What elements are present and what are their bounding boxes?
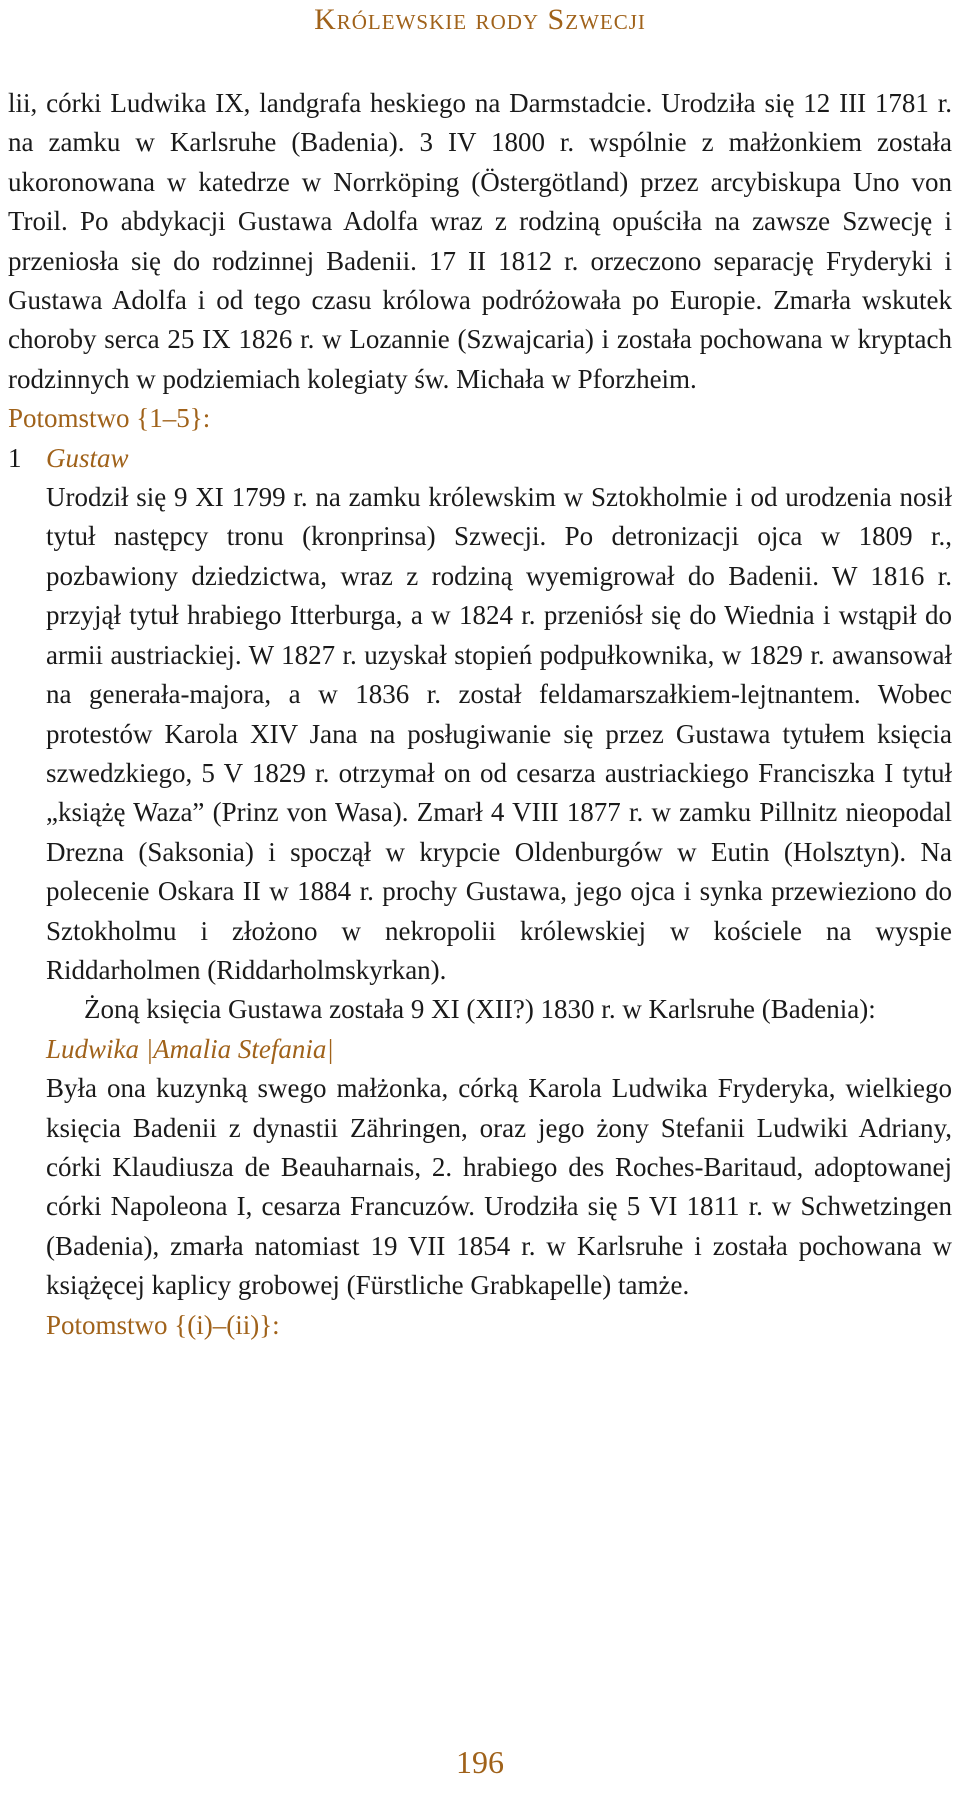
page-body [8, 84, 952, 1345]
spouse-intro: Żoną księcia Gustawa została 9 XI (XII?) 1830 r. w Karlsruhe (Badenia): [84, 994, 876, 1025]
offspring-heading-secondary: Potomstwo {(i)–(ii)}: [46, 1309, 280, 1340]
child-number: 1 [8, 442, 22, 473]
page-number: 196 [456, 1744, 504, 1780]
offspring-heading: Potomstwo {1–5}: [8, 403, 211, 434]
spouse-biography: Była ona kuzynką swego małżonka, córką Karola Ludwika Fryderyka, wielkiego księcia Badenii z dynastii Zähringen, oraz jego żony Stefanii Ludwiki Adriany, córki Klaudiusza de Beauharnais, 2. hrabiego des Roches-Baritaud, adoptowanej córki Napoleona I, cesarza Francuzów. Urodziła się 5 VI 1811 r. w Schwetzingen (Badenia), zmarła natomiast 19 VII 1854 r. w Karlsruhe i została pochowana w książęcej kaplicy grobowej (Fürstliche Grabkapelle) tamże. [46, 1073, 952, 1301]
child-entry [8, 439, 952, 1345]
child-name-line [8, 439, 952, 478]
child-name: Gustaw [46, 442, 129, 473]
paragraph-continuation: lii, córki Ludwika IX, landgrafa heskiego na Darmstadcie. Urodziła się 12 III 1781 r. na zamku w Karlsruhe (Badenia). 3 IV 1800 r. wspólnie z małżonkiem została ukoronowana w katedrze w Norrköping (Östergötland) przez arcybiskupa Uno von Troil. Po abdykacji Gustawa Adolfa wraz z rodziną opuściła na zawsze Szwecję i przeniosła się do rodzinnej Badenii. 17 II 1812 r. orzeczono separację Fryderyki i Gustawa Adolfa i od tego czasu królowa podróżowała po Europie. Zmarła wskutek choroby serca 25 IX 1826 r. w Lozannie (Szwajcaria) i została pochowana w kryptach rodzinnych w podziemiach kolegiaty św. Michała w Pforzheim. [8, 88, 952, 394]
running-title: Królewskie rody Szwecji [314, 3, 646, 36]
spouse-name: Ludwika |Amalia Stefania| [46, 1033, 334, 1064]
child-biography: Urodził się 9 XI 1799 r. na zamku królewskim w Sztokholmie i od urodzenia nosił tytuł następcy tronu (kronprinsa) Szwecji. Po detronizacji ojca w 1809 r., pozbawiony dziedzictwa, wraz z rodziną wyemigrował do Badenii. W 1816 r. przyjął tytuł hrabiego Itterburga, a w 1824 r. przeniósł się do Wiednia i wstąpił do armii austriackiej. W 1827 r. uzyskał stopień podpułkownika, w 1829 r. awansował na generała-majora, a w 1836 r. został feldamarszałkiem-lejtnantem. Wobec protestów Karola XIV Jana na posługiwanie się przez Gustawa tytułem księcia szwedzkiego, 5 V 1829 r. otrzymał on od cesarza austriackiego Franciszka I tytuł „książę Waza” (Prinz von Wasa). Zmarł 4 VIII 1877 r. w zamku Pillnitz nieopodal Drezna (Saksonia) i spoczął w krypcie Oldenburgów w Eutin (Holsztyn). Na polecenie Oskara II w 1884 r. prochy Gustawa, jego ojca i synka przewieziono do Sztokholmu i złożono w nekropolii królewskiej w kościele na wyspie Riddarholmen (Riddarholmskyrkan). [46, 482, 952, 985]
